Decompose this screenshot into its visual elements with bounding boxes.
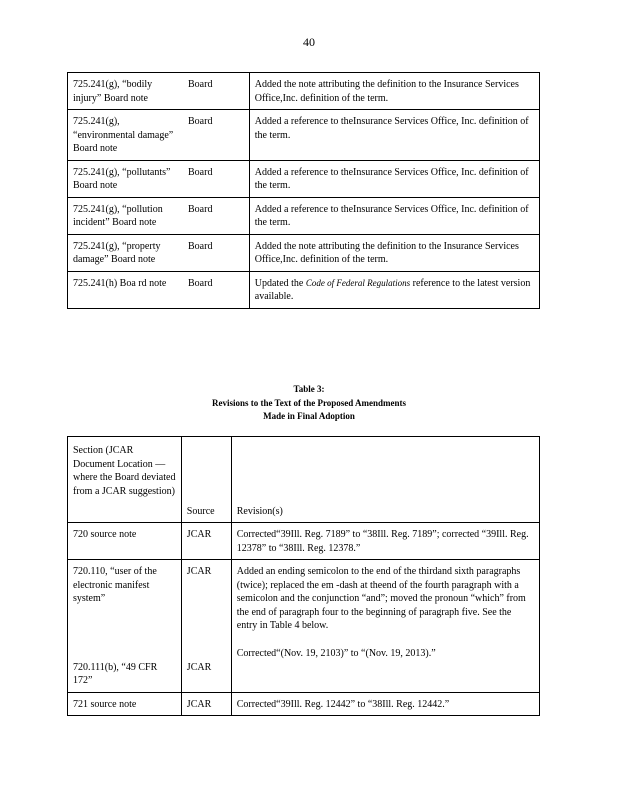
header-source: Source [181,437,231,523]
table-row [68,73,540,110]
source-text: JCAR [186,566,212,577]
table-row [68,110,540,161]
revision-cell [231,560,539,693]
source-text: Board [188,79,213,90]
source-text: Board [188,116,213,127]
revision-cell: Corrected“39Ill. Reg. 12442” to “38Ill. Reg. 12442.” [231,692,539,716]
table-row [68,234,540,271]
table-caption-title: Table 3: [293,384,325,394]
header-section: Section (JCAR Document Location — where the Board deviated from a JCAR suggestion) [68,437,182,523]
table-header-row [68,437,540,523]
table-row [68,160,540,197]
revisions-table-continued [67,72,540,309]
source-text: Board [188,277,213,289]
revision-cell: Added a reference to theInsurance Services Office, Inc. definition of the term. [249,197,539,234]
section-cell [68,197,250,234]
table-caption-line: Revisions to the Text of the Proposed Amendments [211,398,407,408]
revisions-table-3 [67,436,540,716]
section-cell [68,73,250,110]
section-text: 725.241(g), “pollutants” Board note [73,166,171,191]
section-cell [68,271,250,308]
spacer [237,633,534,647]
section-cell [68,560,182,693]
revision-text: Updated the [254,277,306,289]
source-cell: JCAR [181,692,231,716]
revision-text: reference to the latest version available. [254,277,531,302]
source-text: Board [188,166,213,178]
section-text: 725.241(h) Boa rd note [73,277,167,289]
revision-cell: Added a reference to theInsurance Services Office, Inc. definition of the term. [249,110,539,161]
section-cell: 721 source note [68,692,182,716]
table-row [68,197,540,234]
table-row [68,523,540,560]
cfr-title-italic: Code of Federal Regulations [305,277,411,288]
revision-cell: Corrected“39Ill. Reg. 7189” to “38Ill. Reg. 7189”; corrected “39Ill. Reg. 12378” to “38Ill. Reg. 12378.” [231,523,539,560]
spacer [73,606,176,661]
revision-cell [249,271,539,308]
table-row [68,271,540,308]
source-text: Board [188,203,213,215]
section-cell [68,234,250,271]
spacer [187,579,226,661]
section-text: 725.241(g), “environmental damage” Board note [73,116,174,154]
section-text: 720.110, “user of the electronic manifest system” [73,566,157,604]
table-caption-line: Made in Final Adoption [263,411,355,421]
revision-text: Added an ending semicolon to the end of the thirdand sixth paragraphs (twice); replaced the em -dash at theend of the fourth paragraph with a semicolon and the conjunction “and”; moved the pronoun “which” from the end of paragraph four to the beginning of paragraph five. See the entry in Table 4 below. [236,566,526,631]
section-text: 725.241(g), “property damage” Board note [73,240,161,265]
source-cell [181,560,231,693]
revision-cell: Added a reference to theInsurance Services Office, Inc. definition of the term. [249,160,539,197]
section-cell [68,160,250,197]
section-cell: 720 source note [68,523,182,560]
source-text: JCAR [186,661,212,673]
section-text: 725.241(g), “bodily injury” Board note [73,79,153,104]
section-cell [68,110,250,161]
header-revision: Revision(s) [231,437,539,523]
section-text: 725.241(g), “pollution incident” Board note [73,203,163,228]
page-number: 40 [303,35,315,49]
source-text: Board [188,240,213,252]
section-text: 720.111(b), “49 CFR 172” [73,661,158,686]
table-row [68,692,540,716]
revision-cell: Added the note attributing the definition to the Insurance Services Office,Inc. definition of the term. [249,234,539,271]
revision-text: Corrected“(Nov. 19, 2103)” to “(Nov. 19, 2013).” [236,647,436,659]
source-cell: JCAR [181,523,231,560]
table-row [68,560,540,693]
revision-cell: Added the note attributing the definition to the Insurance Services Office,Inc. definition of the term. [249,73,539,110]
